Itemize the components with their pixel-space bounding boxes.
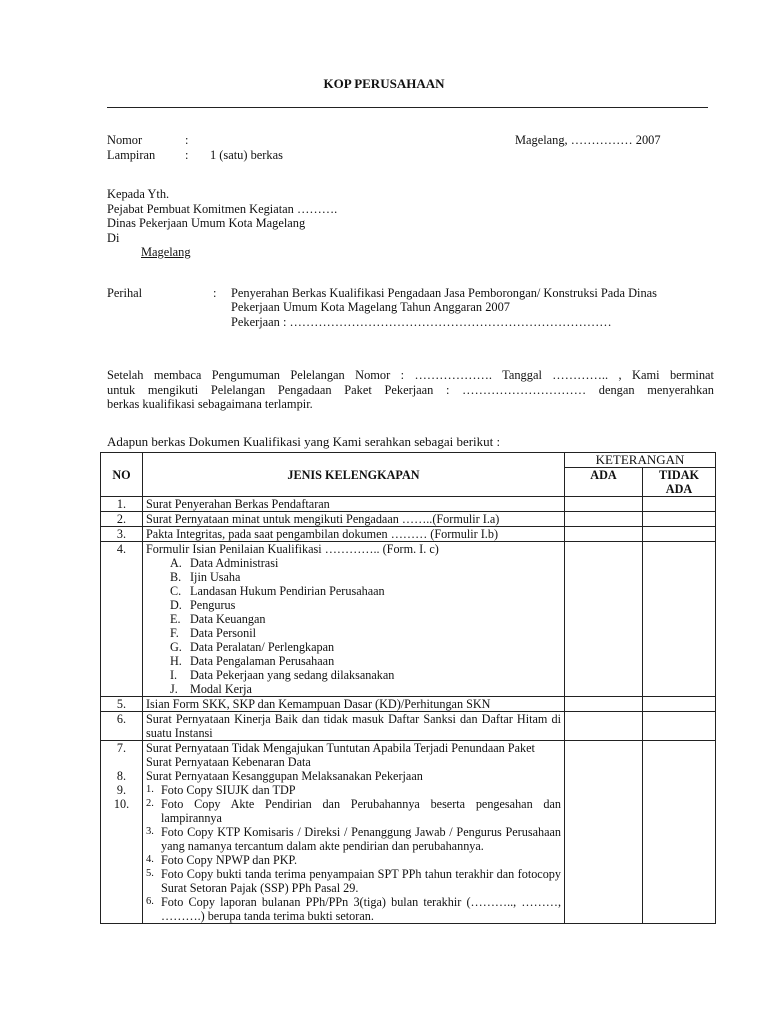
numbered-item-number: 1. <box>146 784 154 795</box>
numbered-item <box>146 783 561 797</box>
sub-item <box>146 570 561 584</box>
sub-item-text: Landasan Hukum Pendirian Perusahaan <box>190 584 385 598</box>
tidak-ada-cell[interactable] <box>643 542 716 697</box>
row-number: 1. <box>101 497 143 512</box>
nomor-colon: : <box>185 133 189 147</box>
sub-item-text: Data Personil <box>190 626 257 640</box>
sub-item-letter: C. <box>170 584 182 598</box>
table-row <box>101 697 716 712</box>
sub-item-letter: F. <box>170 626 179 640</box>
kelengkapan-table <box>100 452 716 924</box>
numbered-item-text: Foto Copy KTP Komisaris / Direksi / Penanggung Jawab / Pengurus Perusahaan yang namanya tercantum dalam akte pendirian dan perubahannya. <box>161 825 561 853</box>
lampiran-colon: : <box>185 148 189 162</box>
row-text: Surat Pernyataan Kinerja Baik dan tidak masuk Daftar Sanksi dan Daftar Hitam di suatu Instansi <box>143 712 565 741</box>
body-paragraph-line: Setelah membaca Pengumuman Pelelangan Nomor : ………………. Tanggal ………….. , Kami berminat <box>107 368 714 382</box>
place-date: Magelang, …………… 2007 <box>515 133 661 147</box>
ada-cell[interactable] <box>565 497 643 512</box>
sub-item-text: Data Pengalaman Perusahaan <box>190 654 335 668</box>
row-number: 5. <box>101 697 143 712</box>
row-number: 3. <box>101 527 143 542</box>
numbered-item-number: 3. <box>146 826 154 837</box>
header-keterangan: KETERANGAN <box>565 453 716 468</box>
header-tidak-ada <box>643 468 716 497</box>
sub-item <box>146 584 561 598</box>
row-number: 10. <box>113 797 130 811</box>
row-text: Surat Pernyataan minat untuk mengikuti Pengadaan ……..(Formulir I.a) <box>143 512 565 527</box>
header-ada: ADA <box>565 468 643 497</box>
sub-item-text: Modal Kerja <box>190 682 252 696</box>
ada-cell[interactable] <box>565 741 643 924</box>
ada-cell[interactable] <box>565 697 643 712</box>
tidak-ada-cell[interactable] <box>643 512 716 527</box>
numbered-item-number: 2. <box>146 798 154 809</box>
ada-cell[interactable] <box>565 512 643 527</box>
row-content <box>143 741 565 924</box>
sub-item-text: Pengurus <box>190 598 236 612</box>
row-number: 7. <box>116 741 127 755</box>
row-number: 6. <box>101 712 143 741</box>
body-paragraph-line: untuk mengikuti Pelelangan Pengadaan Paket Pekerjaan : ………………………… dengan menyerahkan <box>107 383 714 397</box>
sub-item-text: Data Peralatan/ Perlengkapan <box>190 640 335 654</box>
table-row <box>101 512 716 527</box>
sub-item-letter: G. <box>170 640 182 654</box>
header-jenis: JENIS KELENGKAPAN <box>143 453 565 497</box>
nomor-label: Nomor <box>107 133 143 147</box>
sub-item-text: Data Keuangan <box>190 612 266 626</box>
table-row <box>101 527 716 542</box>
body-paragraph-line: berkas kualifikasi sebagaimana terlampir. <box>107 397 313 411</box>
sub-item-text: Data Pekerjaan yang sedang dilaksanakan <box>190 668 395 682</box>
recipient-line: Di <box>107 231 120 245</box>
row-text: Pakta Integritas, pada saat pengambilan dokumen ……… (Formulir I.b) <box>143 527 565 542</box>
row-number: 8. <box>116 769 127 783</box>
sub-item <box>146 682 561 696</box>
perihal-line: Penyerahan Berkas Kualifikasi Pengadaan Jasa Pemborongan/ Konstruksi Pada Dinas <box>231 286 658 300</box>
numbered-item <box>146 797 561 825</box>
header-no: NO <box>101 453 143 497</box>
recipient-line: Dinas Pekerjaan Umum Kota Magelang <box>107 216 306 230</box>
row-number: 2. <box>101 512 143 527</box>
numbered-item-text: Foto Copy SIUJK dan TDP <box>161 783 296 797</box>
sub-item <box>146 640 561 654</box>
sub-item <box>146 612 561 626</box>
numbered-item <box>146 867 561 895</box>
row-text: Surat Pernyataan Kebenaran Data <box>146 755 311 769</box>
document-title: KOP PERUSAHAAN <box>323 76 445 91</box>
tidak-ada-cell[interactable] <box>643 497 716 512</box>
row-number: 4. <box>101 542 143 697</box>
sub-item-letter: B. <box>170 570 182 584</box>
recipient-line: Pejabat Pembuat Komitmen Kegiatan ………. <box>107 202 338 216</box>
recipient-line: Kepada Yth. <box>107 187 170 201</box>
numbered-item <box>146 853 561 867</box>
tidak-ada-cell[interactable] <box>643 741 716 924</box>
table-header-row <box>101 453 716 468</box>
row-text: Surat Penyerahan Berkas Pendaftaran <box>143 497 565 512</box>
numbered-item <box>146 825 561 853</box>
ada-cell[interactable] <box>565 712 643 741</box>
lampiran-value: 1 (satu) berkas <box>210 148 283 162</box>
sub-item-letter: I. <box>170 668 178 682</box>
ada-cell[interactable] <box>565 527 643 542</box>
row-text: Formulir Isian Penilaian Kualifikasi ………….. (Form. I. c) <box>146 542 439 556</box>
sub-item-letter: E. <box>170 612 181 626</box>
tidak-ada-cell[interactable] <box>643 697 716 712</box>
numbered-item-number: 6. <box>146 896 154 907</box>
perihal-line: Pekerjaan : …………………………………………………………………… <box>231 315 612 329</box>
tidak-ada-cell[interactable] <box>643 712 716 741</box>
sub-item <box>146 598 561 612</box>
sub-item <box>146 654 561 668</box>
row-number-spacer <box>104 755 139 769</box>
perihal-label: Perihal <box>107 286 143 300</box>
numbered-item <box>146 895 561 923</box>
table-row <box>101 542 716 697</box>
numbered-item-text: Foto Copy NPWP dan PKP. <box>161 853 298 867</box>
numbered-item-number: 4. <box>146 854 154 865</box>
numbered-item-text: Foto Copy laporan bulanan PPh/PPn 3(tiga) bulan terakhir (……….., ………, ……….) berupa tanda terima bukti setoran. <box>161 895 561 923</box>
row-number: 9. <box>116 783 127 797</box>
sub-item-letter: H. <box>170 654 182 668</box>
row-text: Isian Form SKK, SKP dan Kemampuan Dasar (KD)/Perhitungan SKN <box>143 697 565 712</box>
table-row <box>101 497 716 512</box>
sub-item <box>146 668 561 682</box>
table-row <box>101 712 716 741</box>
ada-cell[interactable] <box>565 542 643 697</box>
sub-item <box>146 556 561 570</box>
row-numbers <box>101 741 143 924</box>
table-row <box>101 741 716 924</box>
row-content <box>143 542 565 697</box>
sub-item-letter: A. <box>170 556 182 570</box>
header-divider <box>107 107 708 108</box>
sub-item-letter: D. <box>170 598 182 612</box>
sub-item-text: Data Administrasi <box>190 556 279 570</box>
sub-item <box>146 626 561 640</box>
row-text: Surat Pernyataan Tidak Mengajukan Tuntutan Apabila Terjadi Penundaan Paket <box>146 741 535 755</box>
numbered-item-number: 5. <box>146 868 154 879</box>
intro-sentence: Adapun berkas Dokumen Kualifikasi yang Kami serahkan sebagai berikut : <box>107 434 501 449</box>
perihal-colon: : <box>213 286 217 300</box>
row-text: Surat Pernyataan Kesanggupan Melaksanakan Pekerjaan <box>146 769 423 783</box>
recipient-city: Magelang <box>141 245 191 259</box>
header-tidak-word2: ADA <box>665 482 693 496</box>
sub-item-letter: J. <box>170 682 178 696</box>
sub-item-text: Ijin Usaha <box>190 570 241 584</box>
tidak-ada-cell[interactable] <box>643 527 716 542</box>
lampiran-label: Lampiran <box>107 148 156 162</box>
numbered-item-text: Foto Copy bukti tanda terima penyampaian SPT PPh tahun terakhir dan fotocopy Surat Setoran Pajak (SSP) PPh Pasal 29. <box>161 867 561 895</box>
perihal-line: Pekerjaan Umum Kota Magelang Tahun Anggaran 2007 <box>231 300 510 314</box>
header-tidak-word1: TIDAK <box>659 468 699 482</box>
numbered-item-text: Foto Copy Akte Pendirian dan Perubahannya beserta pengesahan dan lampirannya <box>161 797 561 825</box>
